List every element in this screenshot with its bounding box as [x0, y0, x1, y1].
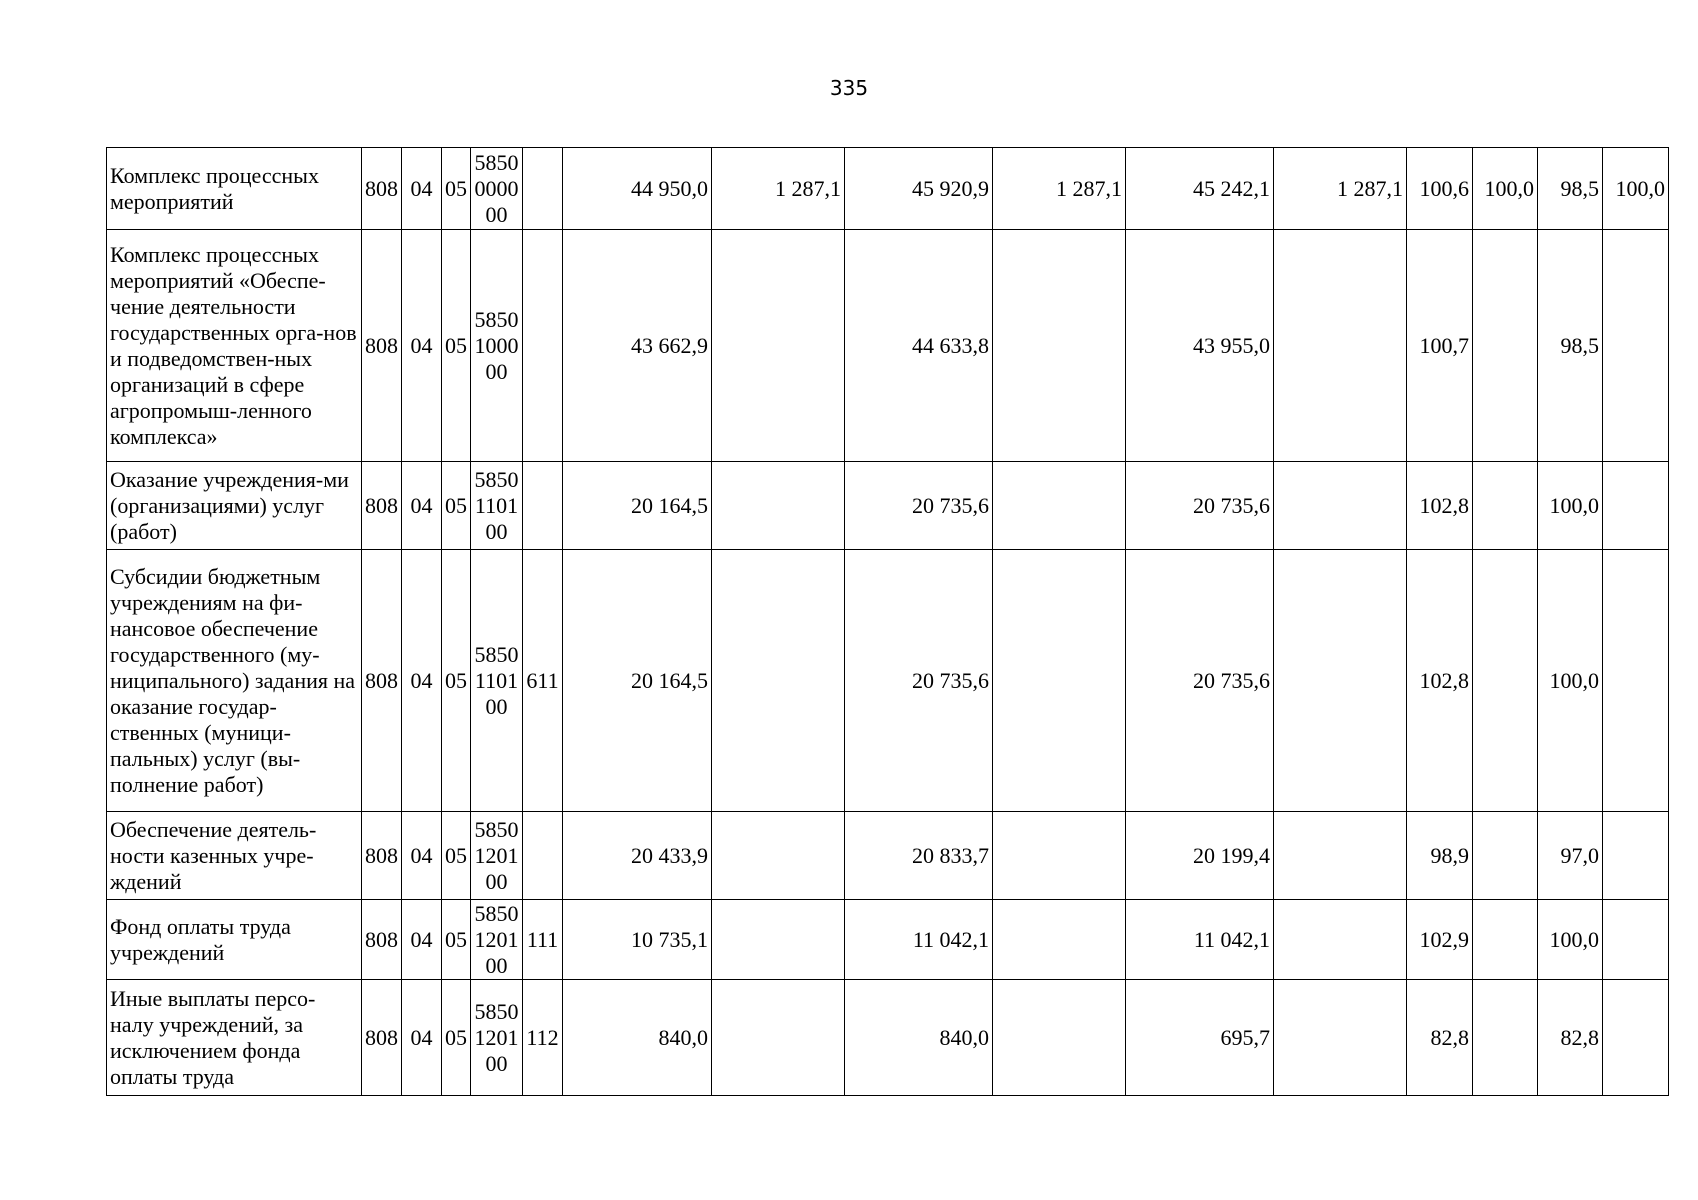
percent-p4 — [1603, 550, 1669, 812]
percent-p1: 102,8 — [1407, 550, 1473, 812]
amount-v6 — [1274, 900, 1407, 980]
target-article-code — [471, 812, 523, 900]
row-name: Комплекс процессных мероприятий «Обеспе-чение деятельности государственных орга-нов и подведомствен-ных организаций в сфере агропромыш-ленного комплекса» — [107, 230, 362, 462]
amount-v2 — [712, 230, 845, 462]
target-article-code — [471, 980, 523, 1096]
percent-p2 — [1473, 230, 1538, 462]
target-article-part: 5850 — [474, 306, 519, 332]
target-article-part: 1101 — [474, 492, 519, 518]
amount-v6 — [1274, 550, 1407, 812]
amount-v6 — [1274, 980, 1407, 1096]
percent-p3: 98,5 — [1538, 230, 1603, 462]
amount-v1: 10 735,1 — [563, 900, 712, 980]
percent-p4 — [1603, 980, 1669, 1096]
amount-v4 — [993, 230, 1126, 462]
amount-v3: 20 735,6 — [845, 550, 993, 812]
amount-v2 — [712, 812, 845, 900]
target-article-part: 00 — [485, 693, 508, 719]
section-code: 04 — [402, 462, 442, 550]
amount-v4 — [993, 550, 1126, 812]
amount-v1: 20 164,5 — [563, 462, 712, 550]
target-article-part: 00 — [485, 868, 508, 894]
percent-p3: 98,5 — [1538, 148, 1603, 230]
section-code: 04 — [402, 900, 442, 980]
section-code: 04 — [402, 148, 442, 230]
amount-v3: 20 833,7 — [845, 812, 993, 900]
expense-type-code: 112 — [523, 980, 563, 1096]
target-article-part: 1201 — [474, 1024, 519, 1050]
table-row — [107, 148, 1669, 230]
ministry-code: 808 — [362, 550, 402, 812]
percent-p2 — [1473, 462, 1538, 550]
table-row — [107, 900, 1669, 980]
ministry-code: 808 — [362, 900, 402, 980]
amount-v2 — [712, 980, 845, 1096]
amount-v4: 1 287,1 — [993, 148, 1126, 230]
ministry-code: 808 — [362, 462, 402, 550]
row-name: Обеспечение деятель-ности казенных учре-ждений — [107, 812, 362, 900]
percent-p1: 98,9 — [1407, 812, 1473, 900]
row-name: Оказание учреждения-ми (организациями) услуг (работ) — [107, 462, 362, 550]
amount-v1: 44 950,0 — [563, 148, 712, 230]
section-code: 04 — [402, 230, 442, 462]
percent-p1: 100,6 — [1407, 148, 1473, 230]
amount-v6 — [1274, 230, 1407, 462]
amount-v5: 11 042,1 — [1126, 900, 1274, 980]
percent-p4: 100,0 — [1603, 148, 1669, 230]
target-article-part: 1101 — [474, 667, 519, 693]
target-article-code — [471, 900, 523, 980]
row-name: Комплекс процессных мероприятий — [107, 148, 362, 230]
percent-p1: 82,8 — [1407, 980, 1473, 1096]
expense-type-code — [523, 148, 563, 230]
amount-v5: 695,7 — [1126, 980, 1274, 1096]
percent-p3: 100,0 — [1538, 462, 1603, 550]
table-row — [107, 812, 1669, 900]
target-article-part: 5850 — [474, 900, 519, 926]
table-row — [107, 980, 1669, 1096]
row-name: Фонд оплаты труда учреждений — [107, 900, 362, 980]
subsection-code: 05 — [442, 462, 471, 550]
expense-type-code — [523, 462, 563, 550]
amount-v2: 1 287,1 — [712, 148, 845, 230]
subsection-code: 05 — [442, 900, 471, 980]
amount-v5: 20 199,4 — [1126, 812, 1274, 900]
row-name: Иные выплаты персо-налу учреждений, за исключением фонда оплаты труда — [107, 980, 362, 1096]
expense-type-code: 111 — [523, 900, 563, 980]
section-code: 04 — [402, 550, 442, 812]
table-row — [107, 550, 1669, 812]
target-article-part: 1000 — [474, 332, 519, 358]
amount-v4 — [993, 900, 1126, 980]
subsection-code: 05 — [442, 230, 471, 462]
percent-p2 — [1473, 550, 1538, 812]
percent-p4 — [1603, 462, 1669, 550]
percent-p2 — [1473, 980, 1538, 1096]
amount-v5: 20 735,6 — [1126, 550, 1274, 812]
target-article-code — [471, 148, 523, 230]
percent-p3: 100,0 — [1538, 900, 1603, 980]
amount-v1: 840,0 — [563, 980, 712, 1096]
percent-p2 — [1473, 812, 1538, 900]
target-article-part: 00 — [485, 952, 508, 978]
ministry-code: 808 — [362, 148, 402, 230]
expense-type-code — [523, 812, 563, 900]
expense-type-code — [523, 230, 563, 462]
amount-v3: 11 042,1 — [845, 900, 993, 980]
row-name: Субсидии бюджетным учреждениям на фи-нансовое обеспечение государственного (му-ниципального) задания на оказание государ-ственных (муници-пальных) услуг (вы-полнение работ) — [107, 550, 362, 812]
target-article-part: 1201 — [474, 842, 519, 868]
amount-v3: 45 920,9 — [845, 148, 993, 230]
amount-v5: 43 955,0 — [1126, 230, 1274, 462]
page-number: 335 — [829, 76, 869, 100]
percent-p3: 82,8 — [1538, 980, 1603, 1096]
percent-p2 — [1473, 900, 1538, 980]
percent-p1: 102,9 — [1407, 900, 1473, 980]
amount-v1: 20 433,9 — [563, 812, 712, 900]
percent-p4 — [1603, 900, 1669, 980]
amount-v6 — [1274, 462, 1407, 550]
amount-v6: 1 287,1 — [1274, 148, 1407, 230]
subsection-code: 05 — [442, 980, 471, 1096]
target-article-part: 00 — [485, 518, 508, 544]
amount-v2 — [712, 462, 845, 550]
amount-v1: 43 662,9 — [563, 230, 712, 462]
percent-p1: 100,7 — [1407, 230, 1473, 462]
target-article-code — [471, 462, 523, 550]
percent-p3: 97,0 — [1538, 812, 1603, 900]
amount-v2 — [712, 550, 845, 812]
table-row — [107, 230, 1669, 462]
amount-v5: 20 735,6 — [1126, 462, 1274, 550]
target-article-part: 00 — [485, 358, 508, 384]
target-article-part: 5850 — [474, 641, 519, 667]
amount-v4 — [993, 462, 1126, 550]
table-row — [107, 462, 1669, 550]
percent-p3: 100,0 — [1538, 550, 1603, 812]
amount-v4 — [993, 980, 1126, 1096]
percent-p4 — [1603, 812, 1669, 900]
amount-v3: 20 735,6 — [845, 462, 993, 550]
amount-v3: 44 633,8 — [845, 230, 993, 462]
target-article-part: 5850 — [474, 466, 519, 492]
amount-v1: 20 164,5 — [563, 550, 712, 812]
target-article-part: 5850 — [474, 816, 519, 842]
amount-v3: 840,0 — [845, 980, 993, 1096]
budget-table — [106, 147, 1669, 1096]
amount-v5: 45 242,1 — [1126, 148, 1274, 230]
ministry-code: 808 — [362, 812, 402, 900]
amount-v6 — [1274, 812, 1407, 900]
percent-p2: 100,0 — [1473, 148, 1538, 230]
target-article-part: 0000 — [474, 175, 519, 201]
subsection-code: 05 — [442, 550, 471, 812]
table-body — [107, 148, 1669, 1096]
target-article-part: 00 — [485, 1050, 508, 1076]
expense-type-code: 611 — [523, 550, 563, 812]
amount-v4 — [993, 812, 1126, 900]
target-article-code — [471, 230, 523, 462]
target-article-part: 5850 — [474, 998, 519, 1024]
subsection-code: 05 — [442, 812, 471, 900]
target-article-part: 5850 — [474, 149, 519, 175]
section-code: 04 — [402, 980, 442, 1096]
target-article-part: 00 — [485, 201, 508, 227]
ministry-code: 808 — [362, 230, 402, 462]
subsection-code: 05 — [442, 148, 471, 230]
target-article-part: 1201 — [474, 926, 519, 952]
percent-p1: 102,8 — [1407, 462, 1473, 550]
percent-p4 — [1603, 230, 1669, 462]
target-article-code — [471, 550, 523, 812]
amount-v2 — [712, 900, 845, 980]
ministry-code: 808 — [362, 980, 402, 1096]
section-code: 04 — [402, 812, 442, 900]
